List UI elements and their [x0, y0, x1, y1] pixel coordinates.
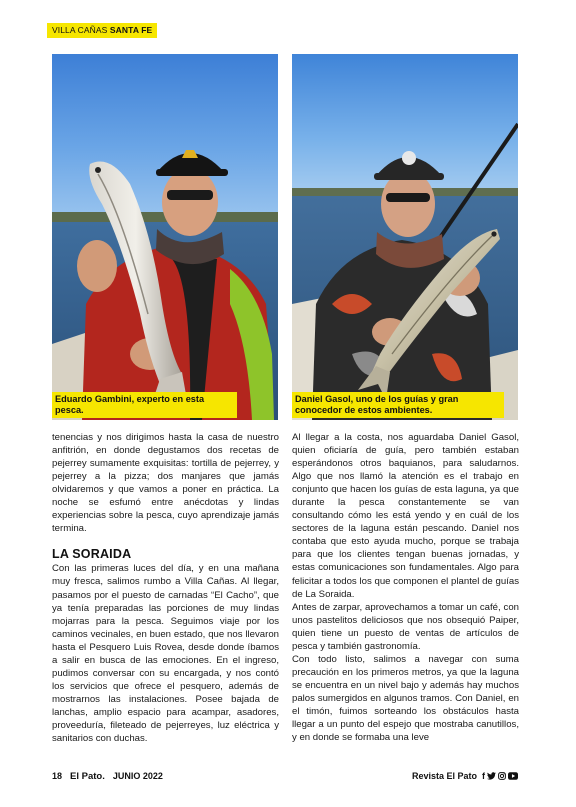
magazine-logo: El Pato. [70, 771, 105, 782]
section-location: VILLA CAÑAS [52, 25, 108, 35]
social-icons [482, 770, 518, 782]
photo-caption-left: Eduardo Gambini, experto en esta pesca. [52, 392, 237, 418]
section-heading: LA SORAIDA [52, 547, 132, 562]
article-column-right [292, 431, 519, 744]
issue-date: JUNIO 2022 [112, 771, 163, 781]
page-footer-right [412, 770, 518, 782]
article-paragraph: tenencias y nos dirigimos hasta la casa de nuestro anfitrión, en donde degustamos dos recetas de pejerrey sumamente exquisitas: tortilla de pejerrey, y pejerrey a la pizza; dos manjares que jamás olvidaremos y que vamos a poner en práctica. La noche se esfumó entre anécdotas y lindas experiencias sobre la pesca, cuyo aprendizaje jamás termina. [52, 432, 279, 535]
photo-caption-right: Daniel Gasol, uno de los guías y gran conocedor de estos ambientes. [292, 392, 504, 418]
twitter-icon[interactable] [487, 772, 496, 780]
article-paragraph: Con todo listo, salimos a navegar con suma precaución en los primeros metros, ya que la laguna se encuentra en un nivel bajo y además hay muchos palos sumergidos en algunos tramos. Con Daniel, en el timón, fuimos sorteando los obstáculos hasta llegar a un punto del espejo que mostraba canutillos, y en donde se formaba una leve [292, 653, 519, 744]
instagram-icon[interactable] [498, 772, 506, 780]
article-paragraph: Antes de zarpar, aprovechamos a tomar un café, con unos pastelitos deliciosos que nos obsequió Paiper, quien tiene un puesto de ventas de artículos de pesca y también gastronomía. [292, 601, 519, 652]
article-column-left [52, 431, 279, 745]
section-province: SANTA FE [109, 25, 153, 35]
section-tag [47, 23, 157, 38]
photo-daniel-gasol [292, 54, 518, 420]
page-number: 18 [52, 771, 63, 781]
photo-eduardo-gambini [52, 54, 278, 420]
page-footer-left [52, 770, 163, 783]
article-paragraph: Al llegar a la costa, nos aguardaba Daniel Gasol, quien oficiaría de guía, pero también estaban esperándonos otros baquianos, para saludarnos. Algo que nos llamó la atención es el trabajo en conjunto que hacen los guías de esta laguna, ya que durante la pesca constantemente se van consultando cómo les está yendo y en cuál de los sectores de la laguna están pescando. Daniel nos contaba que esto ayuda mucho, porque se trabaja para que los clientes tengan buenas jornadas, y estas comunicaciones son fundamentales. Algo para felicitar a todos los que componen el plantel de guías de La Soraida. [292, 432, 519, 600]
youtube-icon[interactable] [508, 772, 518, 780]
article-paragraph: Con las primeras luces del día, y en una mañana muy fresca, salimos rumbo a Villa Cañas. Al llegar, pasamos por el puesto de carnadas “El Cacho”, que ya tenía preparadas las porciones de muy lindas mojarras para la pesca. Seguimos viaje por los caminos vecinales, en buen estado, que nos llevaron hasta el Pesquero Luis Rovea, desde donde íbamos a salir en busca de las emociones. En el ingreso, pudimos conversar con su encargada, y nos contó los servicios que ofrece el pesquero, además de mostrarnos las instalaciones. Posee bajada de lanchas, amplio espacio para acampar, asadores, proveeduría, fileteado de pejerreyes, luz eléctrica y sanitarios con duchas. [52, 563, 279, 745]
facebook-icon[interactable]: f [482, 771, 485, 781]
magazine-name: Revista El Pato [411, 771, 477, 781]
